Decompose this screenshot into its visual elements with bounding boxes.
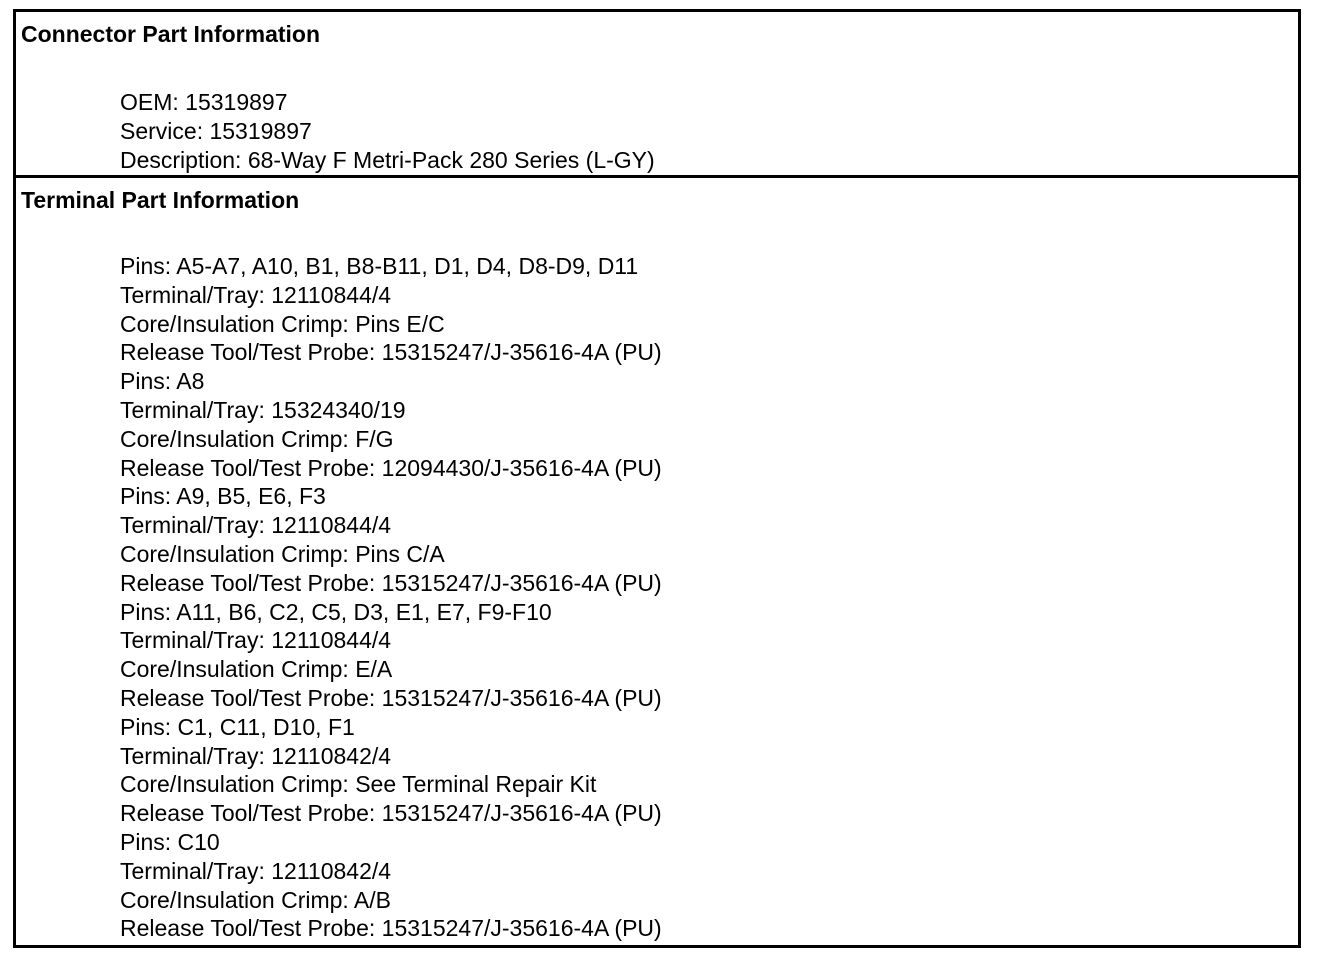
part-info-table <box>13 9 1301 948</box>
terminal-crimp: Core/Insulation Crimp: See Terminal Repair Kit <box>120 771 597 798</box>
terminal-section-title: Terminal Part Information <box>21 187 300 213</box>
connector-description: Description: 68-Way F Metri-Pack 280 Series (L-GY) <box>120 146 655 173</box>
connector-oem: OEM: 15319897 <box>120 89 288 115</box>
connector-section-title: Connector Part Information <box>21 21 321 47</box>
connector-service: Service: 15319897 <box>120 117 312 144</box>
terminal-crimp: Core/Insulation Crimp: Pins E/C <box>120 310 445 337</box>
terminal-pins: Pins: A5-A7, A10, B1, B8-B11, D1, D4, D8-D9, D11 <box>120 253 639 279</box>
connector-part-section <box>16 12 1298 178</box>
terminal-release-tool: Release Tool/Test Probe: 15315247/J-35616-4A (PU) <box>120 339 662 366</box>
terminal-tray: Terminal/Tray: 12110842/4 <box>120 742 392 769</box>
terminal-pins: Pins: C1, C11, D10, F1 <box>120 713 355 740</box>
terminal-info-list <box>120 252 662 943</box>
terminal-pins: Pins: C10 <box>120 828 220 855</box>
terminal-part-section <box>16 178 1298 945</box>
terminal-release-tool: Release Tool/Test Probe: 15315247/J-35616-4A (PU) <box>120 684 662 711</box>
terminal-pins: Pins: A11, B6, C2, C5, D3, E1, E7, F9-F10 <box>120 598 552 625</box>
terminal-tray: Terminal/Tray: 12110844/4 <box>120 281 392 308</box>
terminal-tray: Terminal/Tray: 15324340/19 <box>120 396 406 423</box>
terminal-crimp: Core/Insulation Crimp: Pins C/A <box>120 540 445 567</box>
terminal-tray: Terminal/Tray: 12110842/4 <box>120 857 392 884</box>
terminal-tray: Terminal/Tray: 12110844/4 <box>120 512 392 539</box>
terminal-pins: Pins: A9, B5, E6, F3 <box>120 483 326 510</box>
terminal-crimp: Core/Insulation Crimp: E/A <box>120 656 393 683</box>
terminal-release-tool: Release Tool/Test Probe: 15315247/J-35616-4A (PU) <box>120 915 662 942</box>
terminal-crimp: Core/Insulation Crimp: A/B <box>120 886 392 913</box>
terminal-release-tool: Release Tool/Test Probe: 15315247/J-35616-4A (PU) <box>120 569 662 596</box>
terminal-release-tool: Release Tool/Test Probe: 12094430/J-35616-4A (PU) <box>120 454 662 481</box>
connector-info-list <box>120 88 655 174</box>
terminal-release-tool: Release Tool/Test Probe: 15315247/J-35616-4A (PU) <box>120 800 662 827</box>
terminal-crimp: Core/Insulation Crimp: F/G <box>120 425 394 452</box>
terminal-tray: Terminal/Tray: 12110844/4 <box>120 627 392 654</box>
terminal-pins: Pins: A8 <box>120 368 205 395</box>
